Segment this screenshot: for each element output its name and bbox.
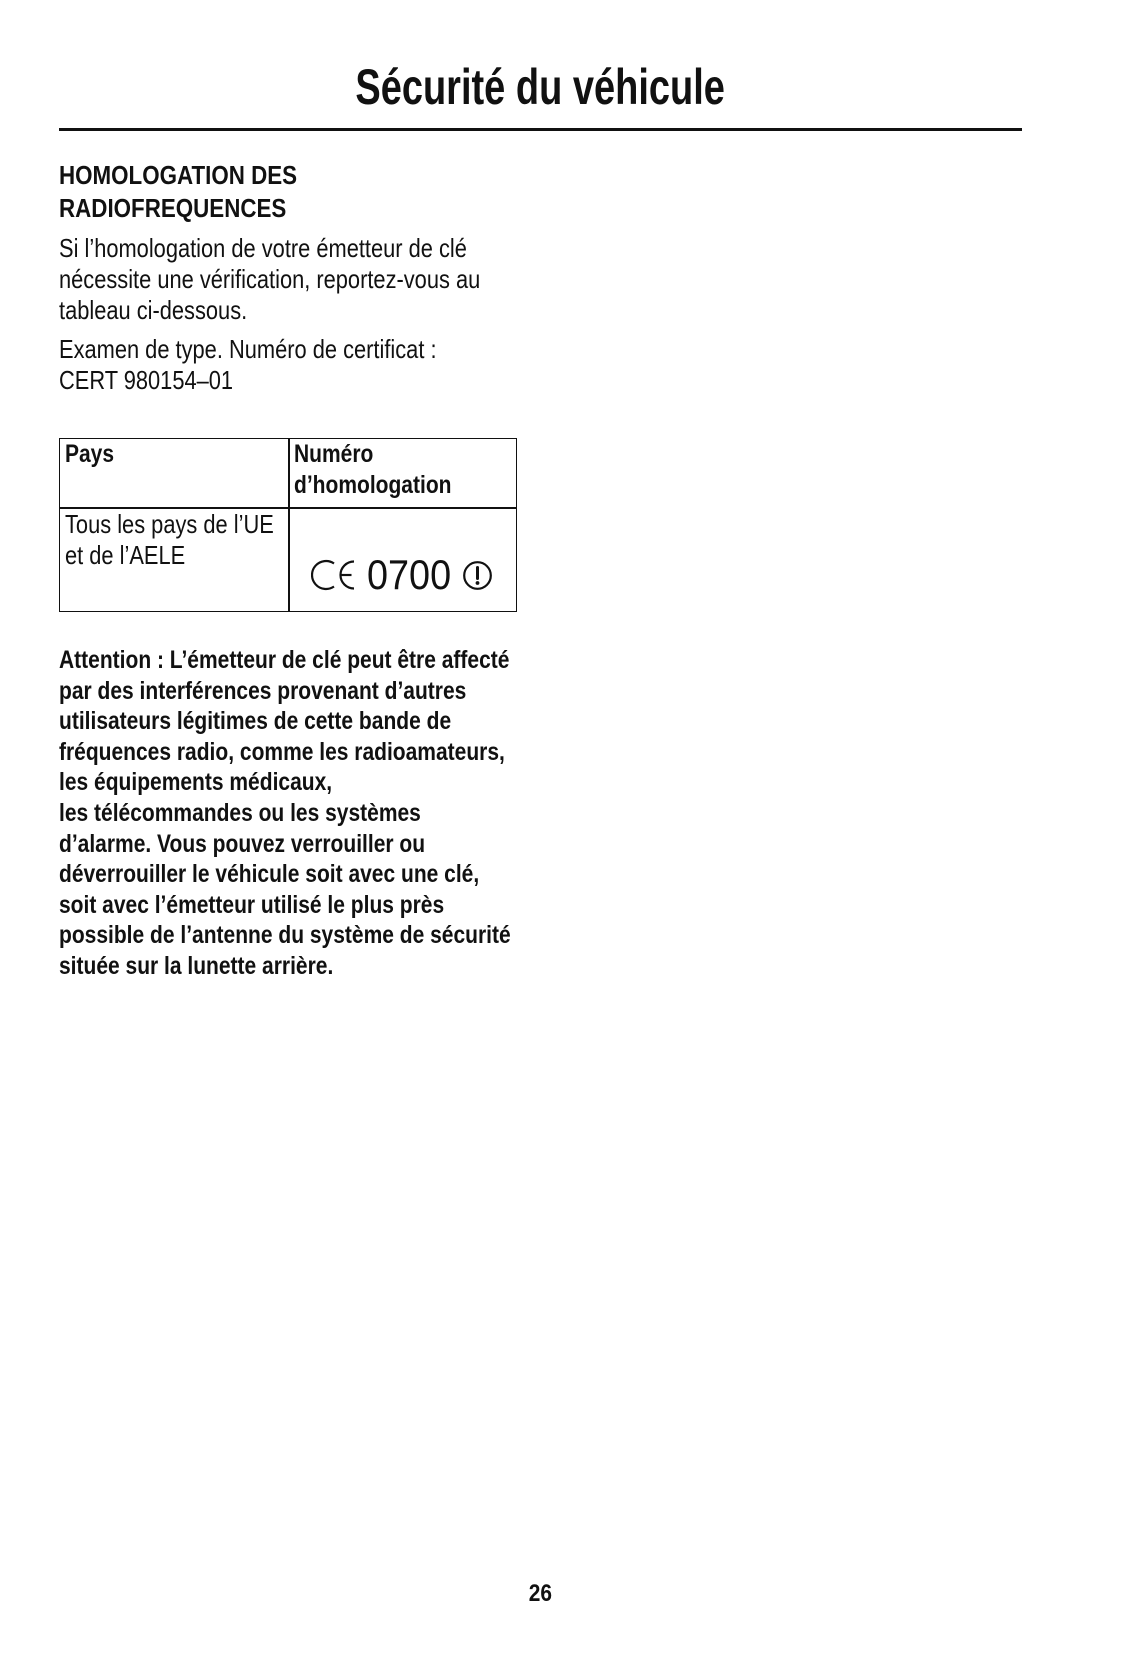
attention-line: d’alarme. Vous pouvez verrouiller ou [59, 829, 426, 858]
attention-line: les équipements médicaux, [59, 768, 333, 797]
section-heading-line: HOMOLOGATION DES [59, 160, 298, 190]
page-title [59, 57, 1022, 117]
certificate-paragraph [59, 334, 508, 396]
certificate-line: Examen de type. Numéro de certificat : [59, 334, 437, 364]
alert-class-2-icon [462, 560, 493, 591]
intro-line: tableau ci-dessous. [59, 295, 248, 325]
attention-line: soit avec l’émetteur utilisé le plus près [59, 890, 445, 919]
approval-number: 0700 [367, 551, 452, 598]
table-header-country [65, 439, 123, 470]
attention-line: les télécommandes ou les systèmes [59, 798, 421, 827]
table-header-label: Pays [65, 440, 115, 468]
table-header-label: d’homologation [294, 471, 452, 499]
attention-paragraph [59, 645, 597, 982]
attention-line: possible de l’antenne du système de sécurité [59, 921, 511, 950]
table-header-approval-number [294, 439, 481, 501]
table-cell-line: Tous les pays de l’UE [65, 509, 274, 539]
page-title-text: Sécurité du véhicule [355, 59, 726, 115]
attention-line: fréquences radio, comme les radioamateurs, [59, 737, 505, 766]
title-rule [59, 128, 1022, 131]
section-heading [59, 159, 336, 225]
section-heading-line: RADIOFREQUENCES [59, 193, 287, 223]
table-header-label: Numéro [294, 440, 374, 468]
page-number [59, 1579, 1022, 1609]
table-cell-line: et de l’AELE [65, 540, 186, 570]
intro-paragraph [59, 233, 561, 326]
table-cell-country [65, 509, 314, 571]
intro-line: Si l’homologation de votre émetteur de clé [59, 233, 467, 263]
ce-mark-icon [311, 559, 357, 591]
intro-line: nécessite une vérification, reportez-vous au [59, 264, 481, 294]
attention-line: Attention : L’émetteur de clé peut être affecté [59, 646, 510, 674]
page-number-text: 26 [528, 1580, 553, 1607]
attention-line: par des interférences provenant d’autres [59, 676, 467, 705]
attention-line: déverrouiller le véhicule soit avec une clé, [59, 860, 480, 889]
attention-line: située sur la lunette arrière. [59, 951, 334, 980]
attention-line: utilisateurs légitimes de cette bande de [59, 707, 452, 736]
certificate-line: CERT 980154–01 [59, 365, 234, 395]
